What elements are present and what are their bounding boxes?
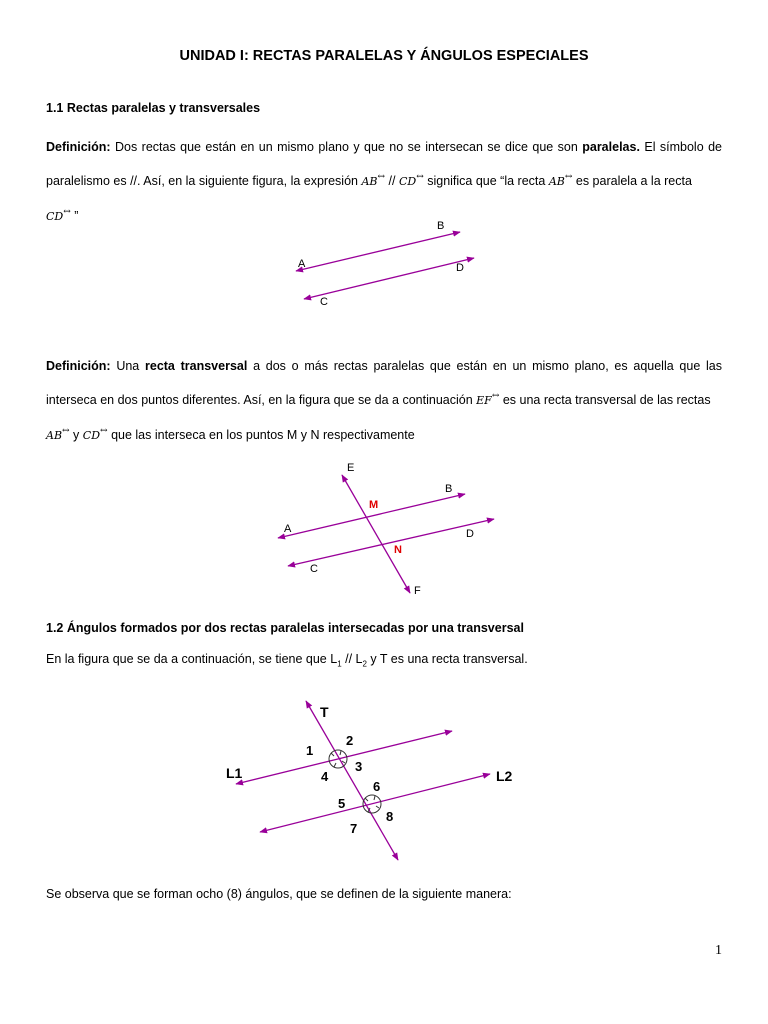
angle-label-1: 1 bbox=[306, 743, 314, 758]
definition-parallel-line-3: CD↔ ” bbox=[46, 207, 79, 223]
math-ab: AB↔ bbox=[548, 172, 573, 188]
label-b: B bbox=[445, 483, 453, 495]
angle-label-5: 5 bbox=[338, 796, 346, 811]
line-cd bbox=[304, 258, 474, 299]
page-title: UNIDAD I: RECTAS PARALELAS Y ÁNGULOS ESPECIALES bbox=[179, 48, 589, 64]
label-a: A bbox=[284, 523, 292, 535]
math-cd: CD↔ bbox=[46, 207, 71, 223]
label-f: F bbox=[414, 585, 421, 597]
math-ab: AB↔ bbox=[361, 172, 386, 188]
label-t: T bbox=[320, 704, 329, 720]
page-number: 1 bbox=[715, 943, 722, 958]
line-t bbox=[306, 701, 398, 860]
label-n: N bbox=[394, 544, 402, 556]
section-heading-1-1: 1.1 Rectas paralelas y transversales bbox=[46, 101, 261, 115]
closing-text: Se observa que se forman ocho (8) ángulos, que se definen de la siguiente manera: bbox=[46, 887, 512, 901]
label-a: A bbox=[298, 258, 306, 270]
definition-transversal-line-1: Definición: Una recta transversal a dos o más rectas paralelas que están en un mismo plano, es aquella que las bbox=[46, 359, 722, 373]
section-heading-1-2: 1.2 Ángulos formados por dos rectas paralelas intersecadas por una transversal bbox=[46, 621, 524, 635]
label-d: D bbox=[456, 262, 464, 274]
label-c: C bbox=[310, 563, 318, 575]
label-b: B bbox=[437, 220, 445, 232]
figure-intro-text: En la figura que se da a continuación, se tiene que $L_1 // L_2$ y T es una recta transversal. bbox=[46, 652, 528, 669]
angle-label-6: 6 bbox=[373, 779, 381, 794]
label-c: C bbox=[320, 296, 328, 308]
definition-parallel-line-2: paralelismo es //. Así, en la siguiente figura, la expresión AB↔ // CD↔ significa que “la recta AB↔ es paralela a la recta bbox=[46, 172, 692, 188]
angle-label-4: 4 bbox=[321, 769, 329, 784]
math-cd: CD↔ bbox=[398, 172, 424, 188]
math-ef: EF↔ bbox=[476, 391, 500, 407]
line-ef bbox=[342, 475, 410, 593]
angle-label-2: 2 bbox=[346, 733, 354, 748]
line-ab bbox=[296, 232, 460, 271]
figure-transversal bbox=[270, 455, 510, 600]
definition-parallel-line-1: Definición: Dos rectas que están en un mismo plano y que no se intersecan se dice que son paralelas. El símbolo de bbox=[46, 140, 722, 154]
label-m: M bbox=[369, 499, 379, 511]
angle-label-3: 3 bbox=[355, 759, 363, 774]
label-d: D bbox=[466, 528, 474, 540]
math-ab: AB↔ bbox=[46, 426, 70, 442]
label-l1: L1 bbox=[226, 765, 243, 781]
angle-label-7: 7 bbox=[350, 821, 358, 836]
figure-eight-angles bbox=[220, 695, 530, 870]
label-l2: L2 bbox=[496, 768, 513, 784]
line-l1 bbox=[236, 731, 452, 784]
figure-parallel-lines bbox=[280, 212, 500, 312]
math-cd: CD↔ bbox=[82, 426, 108, 442]
definition-transversal-line-2: interseca en dos puntos diferentes. Así, en la figura que se da a continuación EF↔ es una recta transversal de las rectas bbox=[46, 391, 711, 407]
label-e: E bbox=[347, 462, 355, 474]
angle-label-8: 8 bbox=[386, 809, 394, 824]
definition-transversal bbox=[46, 351, 722, 451]
definition-transversal-line-3: AB↔ y CD↔ que las interseca en los puntos M y N respectivamente bbox=[46, 426, 415, 442]
